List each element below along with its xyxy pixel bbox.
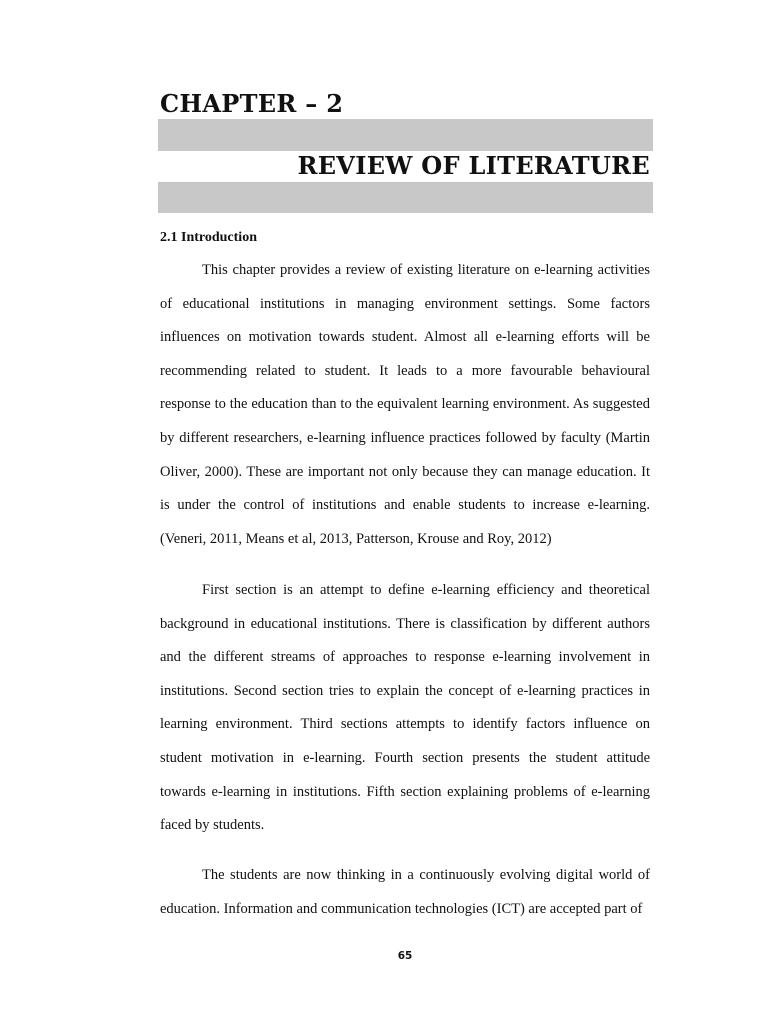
paragraph-1: This chapter provides a review of existing literature on e-learning activities of educational institutions in managing environment settings. Some factors influences on motivation towards student. Almost all e-learning efforts will be recommending related to student. It leads to a more favourable behavioural response to the education than to the equivalent learning environment. As suggested by different researchers, e-learning influence practices followed by faculty (Martin Oliver, 2000). These are important not only because they can manage education. It is under the control of institutions and enable students to increase e-learning. (Veneri, 2011, Means et al, 2013, Patterson, Krouse and Roy, 2012) (160, 262, 650, 547)
paragraph-2: First section is an attempt to define e-learning efficiency and theoretical background in educational institutions. There is classification by different authors and the different streams of approaches to response e-learning involvement in institutions. Second section tries to explain the concept of e-learning practices in learning environment. Third sections attempts to identify factors influence on student motivation in e-learning. Fourth section presents the student attitude towards e-learning in institutions. Fifth section explaining problems of e-learning faced by students. (160, 582, 650, 834)
title-band-top (158, 119, 653, 151)
paragraph-3: The students are now thinking in a continuously evolving digital world of education. Information and communication technologies (ICT) are accepted part of (160, 867, 650, 917)
section-heading: 2.1 Introduction (160, 230, 257, 245)
chapter-heading: CHAPTER – 2 (160, 89, 344, 118)
chapter-title: REVIEW OF LITERATURE (297, 151, 650, 180)
page-number: 65 (397, 950, 413, 962)
title-band-bottom (158, 182, 653, 213)
